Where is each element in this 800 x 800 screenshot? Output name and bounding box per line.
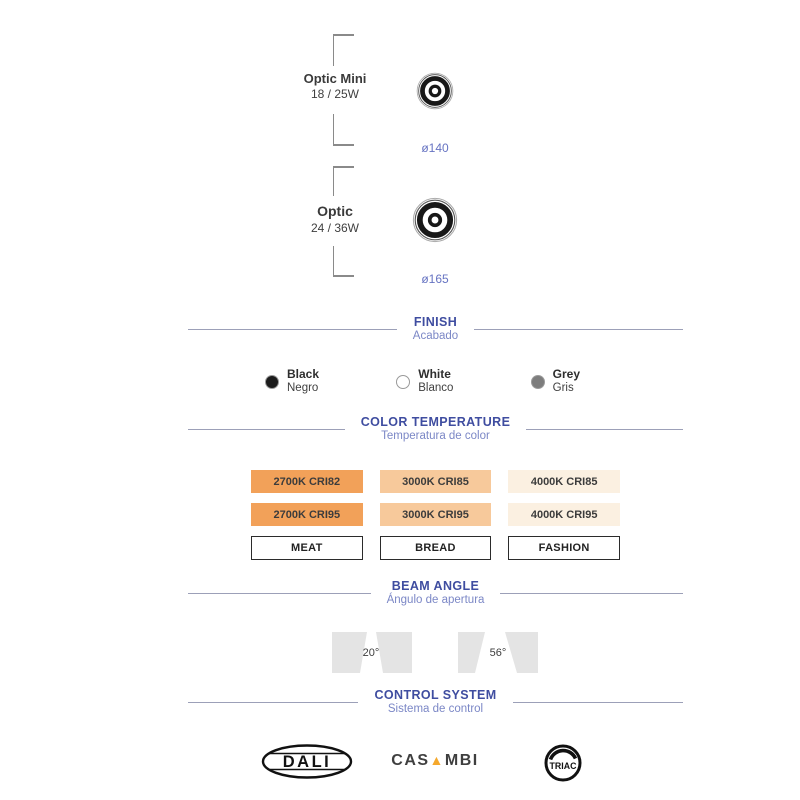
cct-chip: 2700K CRI95	[251, 503, 363, 526]
dimension-bracket-top	[333, 34, 354, 66]
grey-swatch-icon	[531, 375, 545, 389]
triac-logo-icon	[543, 743, 583, 783]
divider-line	[513, 702, 683, 703]
finish-name: White	[418, 367, 451, 381]
divider-line	[188, 329, 397, 330]
section-subtitle: Temperatura de color	[381, 429, 490, 442]
cct-chip: 4000K CRI85	[508, 470, 620, 493]
product-power: 24 / 36W	[310, 220, 360, 235]
section-subtitle: Ángulo de apertura	[386, 593, 485, 606]
cct-chip: 2700K CRI82	[251, 470, 363, 493]
finish-name-es: Negro	[287, 381, 319, 394]
product-name: Optic Mini	[303, 71, 367, 86]
section-title: COLOR TEMPERATURE	[360, 415, 511, 429]
finish-name-es: Gris	[552, 381, 574, 394]
beam-angle-section-header	[188, 579, 683, 607]
category-box-bread: BREAD	[380, 536, 492, 560]
finish-name-es: Blanco	[418, 381, 454, 394]
color-temperature-grid	[251, 470, 620, 560]
dimension-bracket-bottom	[333, 114, 354, 146]
finish-section-header	[188, 315, 683, 343]
black-swatch-icon	[265, 375, 279, 389]
section-title: CONTROL SYSTEM	[374, 688, 497, 702]
cct-chip: 3000K CRI85	[380, 470, 492, 493]
finish-name: Grey	[552, 367, 580, 381]
cct-chip: 4000K CRI95	[508, 503, 620, 526]
section-title: BEAM ANGLE	[391, 579, 480, 593]
casambi-text-pre: CAS	[391, 752, 430, 769]
finish-option-grey	[531, 368, 580, 395]
white-swatch-icon	[396, 375, 410, 389]
dimension-bracket-top	[333, 166, 354, 196]
category-box-fashion: FASHION	[508, 536, 620, 560]
section-subtitle: Sistema de control	[387, 702, 484, 715]
section-title: FINISH	[413, 315, 458, 329]
dali-logo-icon	[261, 744, 353, 780]
dimension-bracket-bottom	[333, 246, 354, 277]
divider-line	[474, 329, 683, 330]
finish-options-row	[265, 368, 580, 395]
cct-chip: 3000K CRI95	[380, 503, 492, 526]
casambi-text-post: MBI	[444, 752, 479, 769]
finish-option-black	[265, 368, 319, 395]
beam-angle-20-icon	[332, 632, 412, 673]
product-power: 18 / 25W	[310, 87, 360, 102]
downlight-top-view-photo	[412, 197, 458, 243]
divider-line	[500, 593, 683, 594]
beam-angle-value: 56°	[489, 647, 507, 659]
diameter-label: ø140	[421, 141, 449, 155]
category-box-meat: MEAT	[251, 536, 363, 560]
casambi-logo	[388, 752, 482, 770]
divider-line	[188, 429, 345, 430]
finish-option-white	[396, 368, 453, 395]
finish-name: Black	[287, 367, 320, 381]
triac-logo-text: TRIAC	[549, 761, 577, 771]
casambi-triangle-icon: ▲	[429, 752, 445, 768]
product-name: Optic	[317, 203, 353, 219]
beam-angle-value: 20°	[362, 647, 380, 659]
divider-line	[526, 429, 683, 430]
diameter-label: ø165	[421, 272, 449, 286]
dali-logo-text: DALI	[282, 753, 332, 771]
downlight-top-view-photo	[416, 72, 454, 110]
divider-line	[188, 593, 371, 594]
product-label-optic-mini	[280, 71, 390, 102]
beam-angle-56-icon	[458, 632, 538, 673]
product-label-optic	[280, 203, 390, 236]
control-system-section-header	[188, 688, 683, 716]
divider-line	[188, 702, 358, 703]
section-subtitle: Acabado	[412, 329, 459, 342]
color-temperature-section-header	[188, 415, 683, 443]
